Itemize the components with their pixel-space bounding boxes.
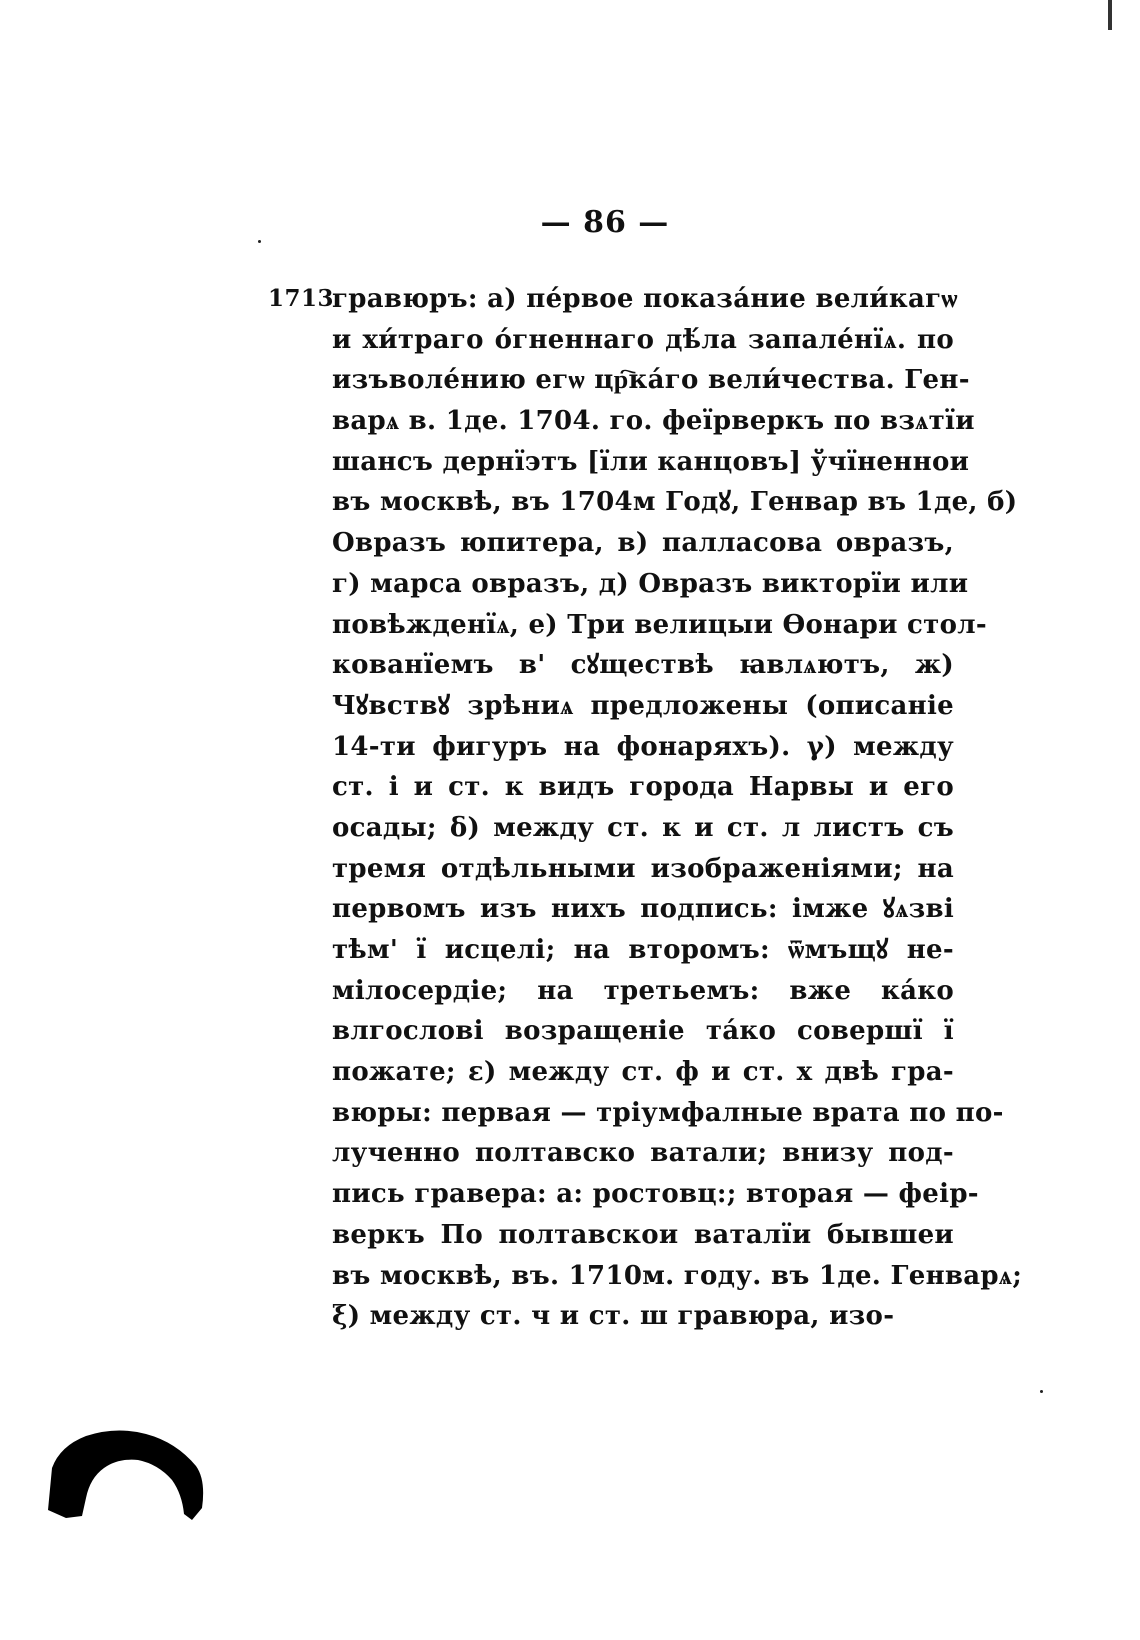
text-line: тремя отдѣльными изображеніями; на <box>332 853 954 884</box>
text-line: Овразъ юпитера, в) палласова овразъ, <box>332 528 954 559</box>
text-line: повѣжденїѧ, е) Три велицыи Ѳонари стол- <box>332 609 987 640</box>
scan-speck <box>258 240 261 243</box>
text-line: мілосердіе; на третьемъ: вже ка́ко <box>332 975 954 1006</box>
text-line: влгослові возращеніе та́ко совершї ї <box>332 1016 954 1047</box>
text-line: г) марса овразъ, д) Овразъ викторїи или <box>332 568 969 599</box>
text-line: гравюръ: а) пе́рвое показа́ние вели́кагѡ <box>332 284 958 314</box>
text-line: 14-ти фигуръ на фонаряхъ). γ) между <box>332 731 954 762</box>
page-edge-mark <box>1108 0 1112 30</box>
scan-ink-blot <box>46 1428 206 1523</box>
page-number: — 86 — <box>540 205 670 240</box>
text-line: ст. і и ст. к видъ города Нарвы и его <box>332 772 954 803</box>
text-line: пожате; ε) между ст. ф и ст. х двѣ гра- <box>332 1057 954 1088</box>
text-line: шансъ дернїэтъ [їли канцовъ] ўчїненнои <box>332 446 970 477</box>
text-line: первомъ изъ нихъ подпись: імже ꙋѧзві <box>332 894 954 925</box>
text-line: лученно полтавско ватали; внизу под- <box>332 1138 954 1169</box>
text-line: кованїемъ в' сꙋществѣ ꙗвлѧютъ, ж) <box>332 650 954 681</box>
scan-speck <box>1040 1390 1043 1393</box>
text-line: въ москвѣ, въ 1704м Годꙋ, Генвар въ 1де, б) <box>332 487 1018 518</box>
text-line: изъволе́нию егѡ цр҇кáго вели́чества. Ген- <box>332 365 970 396</box>
margin-year: 1713 <box>268 285 335 312</box>
text-line: веркъ По полтавскои ваталїи бывшеи <box>332 1219 954 1250</box>
text-line: тѣм' ї исцелі; на второмъ: ѿмъщꙋ не- <box>332 935 954 965</box>
text-line: въ москвѣ, въ. 1710м. году. въ 1де. Генварѧ; <box>332 1260 1023 1291</box>
body-text <box>332 279 1023 1337</box>
text-line: осады; δ) между ст. к и ст. л листъ съ <box>332 812 954 843</box>
text-line: пись гравера: а: ростовц:; вторая — феір- <box>332 1179 979 1210</box>
text-line: вюры: первая — тріумфалные врата по по- <box>332 1097 1004 1128</box>
text-line: Чꙋвствꙋ зрѣниѧ предложены (описаніе <box>332 690 954 721</box>
text-line: варѧ в. 1де. 1704. го. феїрверкъ по взѧтїи <box>332 406 975 437</box>
text-line: ξ) между ст. ч и ст. ш гравюра, изо- <box>332 1301 895 1332</box>
text-line: и хи́траго о́гненнаго дѣ́ла запале́нїѧ. по <box>332 324 954 355</box>
